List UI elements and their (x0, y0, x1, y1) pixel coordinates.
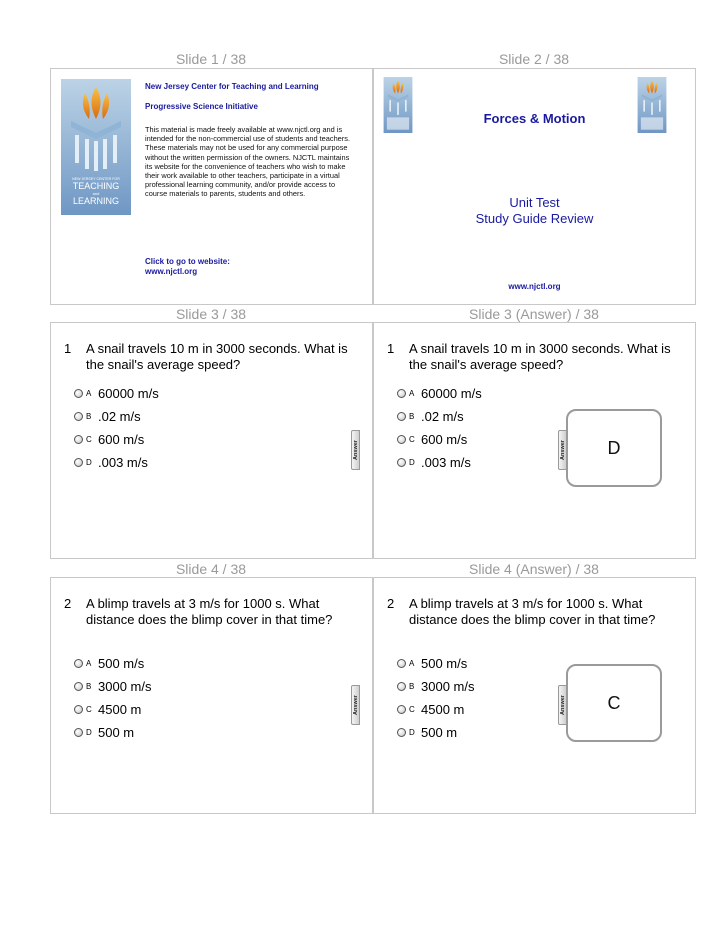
slide-3-answer-title: Slide 3 (Answer) / 38 (469, 306, 599, 322)
njctl-logo (61, 79, 131, 215)
deck-title: Forces & Motion (483, 111, 586, 126)
choice-text: 500 m (421, 724, 458, 740)
choice-letter: C (86, 434, 92, 444)
deck-subtitle-line-1: Unit Test (509, 195, 560, 210)
radio-icon[interactable] (74, 682, 83, 691)
choice-d[interactable] (74, 454, 148, 470)
website-link[interactable] (145, 257, 230, 277)
choice-text: .003 m/s (421, 454, 471, 470)
choice-d[interactable] (397, 454, 471, 470)
answer-tab-label: Answer (352, 440, 359, 460)
choice-text: .003 m/s (98, 454, 148, 470)
radio-icon[interactable] (397, 435, 406, 444)
choice-c[interactable] (74, 701, 141, 717)
click-label: Click to go to website: (145, 257, 230, 266)
choice-letter: D (86, 457, 92, 467)
choice-text: 3000 m/s (421, 678, 475, 694)
org-name: New Jersey Center for Teaching and Learning (145, 82, 319, 91)
choice-c[interactable] (397, 701, 464, 717)
radio-icon[interactable] (74, 458, 83, 467)
choice-text: .02 m/s (421, 408, 464, 424)
choice-a[interactable] (397, 385, 482, 401)
choice-letter: D (86, 727, 92, 737)
question-text: A snail travels 10 m in 3000 seconds. What is the snail's average speed? (409, 341, 671, 372)
choice-letter: A (409, 658, 415, 668)
radio-icon[interactable] (74, 659, 83, 668)
choice-a[interactable] (74, 385, 159, 401)
radio-icon[interactable] (74, 435, 83, 444)
logo-line-1: NEW JERSEY CENTER FOR (72, 177, 120, 181)
deck-subtitle (374, 195, 695, 227)
question-number: 1 (387, 341, 395, 356)
answer-tab[interactable] (351, 430, 360, 470)
choice-letter: A (86, 388, 92, 398)
radio-icon[interactable] (74, 728, 83, 737)
choice-c[interactable] (397, 431, 467, 447)
radio-icon[interactable] (74, 412, 83, 421)
choice-letter: A (409, 388, 415, 398)
slide-3-answer[interactable] (373, 322, 696, 559)
slide-4-answer-title: Slide 4 (Answer) / 38 (469, 561, 599, 577)
logo-line-4: LEARNING (72, 196, 120, 206)
choice-text: 600 m/s (421, 431, 468, 447)
answer-tab-label: Answer (559, 440, 566, 460)
slide-2[interactable] (373, 68, 696, 305)
slide-4-title: Slide 4 / 38 (175, 561, 247, 577)
choice-text: .02 m/s (98, 408, 141, 424)
radio-icon[interactable] (74, 705, 83, 714)
radio-icon[interactable] (397, 728, 406, 737)
radio-icon[interactable] (397, 682, 406, 691)
njctl-logo-image (61, 79, 131, 215)
question-number: 2 (387, 596, 395, 611)
slide-2-title: Slide 2 / 38 (498, 51, 570, 67)
choice-letter: B (86, 681, 92, 691)
choice-text: 4500 m (98, 701, 142, 717)
slide-1-title: Slide 1 / 38 (175, 51, 247, 67)
deck-subtitle-line-2: Study Guide Review (475, 211, 594, 226)
choice-letter: B (409, 681, 415, 691)
answer-tab-label: Answer (559, 695, 566, 715)
choice-a[interactable] (74, 655, 144, 671)
choice-letter: D (409, 457, 415, 467)
website-url[interactable]: www.njctl.org (145, 267, 198, 276)
choice-letter: B (409, 411, 415, 421)
question-text: A snail travels 10 m in 3000 seconds. What is the snail's average speed? (86, 341, 348, 372)
choice-letter: B (86, 411, 92, 421)
choice-text: 500 m (98, 724, 135, 740)
question-text: A blimp travels at 3 m/s for 1000 s. What distance does the blimp cover in that time? (409, 596, 656, 627)
choice-letter: C (409, 434, 415, 444)
answer-reveal-box: D (566, 409, 662, 487)
choice-letter: A (86, 658, 92, 668)
initiative-name: Progressive Science Initiative (145, 102, 258, 111)
slide-3-title: Slide 3 / 38 (175, 306, 247, 322)
slide-1[interactable] (50, 68, 373, 305)
choice-b[interactable] (74, 408, 141, 424)
question-number: 2 (64, 596, 72, 611)
choice-a[interactable] (397, 655, 467, 671)
choice-b[interactable] (397, 678, 474, 694)
radio-icon[interactable] (397, 389, 406, 398)
radio-icon[interactable] (397, 412, 406, 421)
choice-letter: C (409, 704, 415, 714)
answer-tab-label: Answer (352, 695, 359, 715)
slide-4[interactable] (50, 577, 373, 814)
choice-c[interactable] (74, 431, 144, 447)
choice-text: 500 m/s (421, 655, 468, 671)
answer-tab[interactable] (351, 685, 360, 725)
choice-letter: C (86, 704, 92, 714)
choice-d[interactable] (397, 724, 457, 740)
radio-icon[interactable] (397, 458, 406, 467)
choice-text: 60000 m/s (98, 385, 159, 401)
logo-line-3: and (92, 191, 100, 196)
choice-d[interactable] (74, 724, 134, 740)
license-text: This material is made freely available at www.njctl.org and is intended for the non-commercial use of students and teachers. These materials may not be used for any commercial purpose without the written permission of the owners. NJCTL maintains its website for the convenience of teachers who wish to make their work available to other teachers, participate in a virtual professional learning community, and/or provide access to course materials to parents, students and others. (145, 125, 351, 199)
website-url[interactable]: www.njctl.org (508, 282, 561, 291)
radio-icon[interactable] (74, 389, 83, 398)
question-number: 1 (64, 341, 72, 356)
choice-text: 500 m/s (98, 655, 145, 671)
radio-icon[interactable] (397, 705, 406, 714)
choice-b[interactable] (397, 408, 464, 424)
choice-text: 3000 m/s (98, 678, 152, 694)
radio-icon[interactable] (397, 659, 406, 668)
slide-3[interactable] (50, 322, 373, 559)
choice-b[interactable] (74, 678, 151, 694)
question-text: A blimp travels at 3 m/s for 1000 s. What distance does the blimp cover in that time? (86, 596, 333, 627)
logo-line-2: TEACHING (72, 181, 120, 191)
choice-text: 4500 m (421, 701, 465, 717)
slide-4-answer[interactable] (373, 577, 696, 814)
choice-letter: D (409, 727, 415, 737)
choice-text: 600 m/s (98, 431, 145, 447)
choice-text: 60000 m/s (421, 385, 482, 401)
answer-reveal-box: C (566, 664, 662, 742)
